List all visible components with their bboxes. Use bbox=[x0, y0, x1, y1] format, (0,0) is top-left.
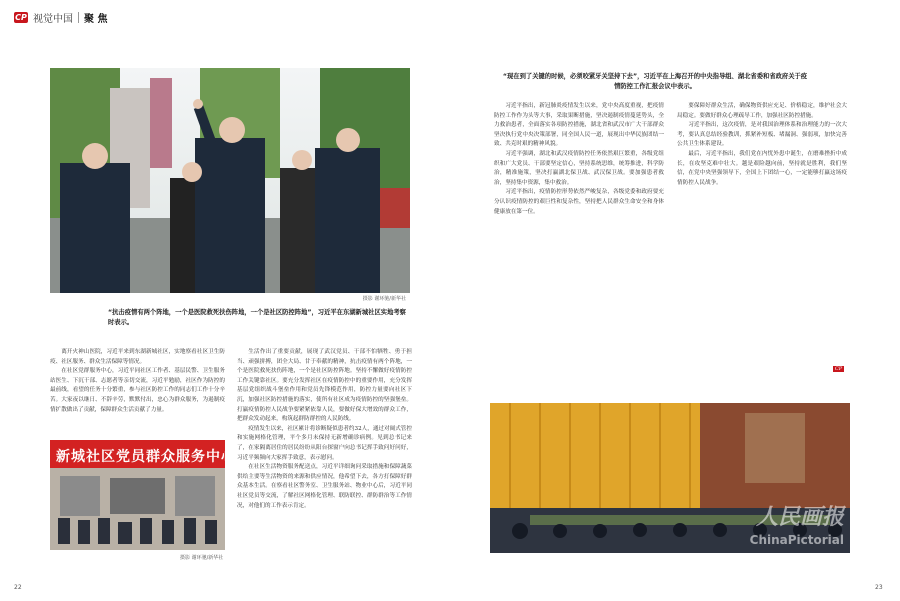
magazine-header bbox=[14, 8, 107, 26]
watermark: 人民画报 bbox=[755, 504, 844, 530]
paragraph: 习近平强调，湖北和武汉疫情防控任务依然艰巨繁重，各级党组织和广大党员、干部要坚定信心，坚持系统思维，统筹推进，科学防治，精准施策，坚决打赢湖北保卫战、武汉保卫战。要加强患者救治，坚持集中资源，集中救治。 bbox=[494, 150, 664, 186]
photo-credit: 摄影 谢环驰/新华社 bbox=[362, 296, 406, 302]
body-column-1 bbox=[50, 348, 225, 415]
magazine-logo-icon: CP bbox=[15, 12, 27, 22]
body-column-3 bbox=[494, 102, 664, 402]
caption-left: “抗击疫情有两个阵地，一个是医院救死扶伤阵地，一个是社区防控阵地”，习近平在东湖新城社区实地考察时表示。 bbox=[108, 309, 406, 326]
paragraph: 最后，习近平指出，我们党在内忧外患中诞生，在磨难挫折中成长，在攻坚克难中壮大。越是艰险越向前，坚持就是胜利，我们坚信，在党中央坚强领导下，全国上下团结一心，一定能够打赢这场疫情防控人民战争。 bbox=[677, 150, 847, 186]
photo-credit: 摄影 谢环驰/新华社 bbox=[180, 555, 224, 561]
paragraph: 习近平指出，疫情防控形势依然严峻复杂，各级党委和政府要充分认识疫情防控的艰巨性和复杂性，坚持把人民群众生命安全和身体健康放在第一位。 bbox=[494, 189, 664, 215]
paragraph: 习近平指出，新冠肺炎疫情发生以来，党中央高度重视，把疫情防控工作作为头等大事，采取果断措施，坚决遏制疫情蔓延势头，全力救治患者，全面落实各项防控措施，湖北省和武汉市广大干部群众坚决执行党中央决策部署，同全国人民一道，展现出中华民族团结一致、共克时艰的精神风貌。 bbox=[494, 103, 664, 148]
banner-text: 新城社区党员群众服务中心 bbox=[56, 449, 236, 465]
watermark-sub: ChinaPictorial bbox=[749, 533, 844, 547]
paragraph: 疫情发生以来，社区累计将诊断疑似患者约32人，通过对阔式管控和实施网格化管理，平个多月未保持无新增确诊病例。见到总书记来了，在家隔离居住的居民纷纷从阳台探窗户向总书记挥手致问好问好，习近平频频向大家挥手致意，表示慰问。 bbox=[237, 425, 412, 461]
header-section: 聚 焦 bbox=[84, 13, 108, 25]
page-number-left: 22 bbox=[14, 584, 22, 591]
paragraph: 离开火神山医院，习近平来到东湖新城社区，实地察看社区卫生防疫、社区服务、群众生活保障等情况。 bbox=[50, 349, 225, 365]
photo-bottom-left bbox=[50, 440, 236, 550]
header-divider bbox=[78, 12, 79, 23]
caption-right: “现在到了关键的时候，必须咬紧牙关坚持下去”，习近平在上海召开的中央指导组、湖北省委和省政府关于疫情防控工作汇报会议中表示。 bbox=[502, 73, 808, 90]
inspection-photo-icon bbox=[50, 68, 410, 293]
paragraph: 习近平指出，这次疫情，是对我国治理体系和治理能力的一次大考，要认真总结经验教训，抓紧补短板、堵漏洞、强弱项，加快完善公共卫生体系建设。 bbox=[677, 122, 847, 148]
page-number-right: 23 bbox=[875, 584, 883, 591]
end-mark-icon: CP bbox=[834, 366, 843, 372]
body-column-4 bbox=[677, 102, 847, 402]
paragraph: 在社区生活物资服务配送点，习近平详细询问采取措施和保障蔬菜供给主要等生活物资的来源和供应情况，他希望下去，各方打保障好群众基本生活。在察看社区警务室、卫生服务站、物业中心后，习近平同社区党员等交流，了解社区网格化管理、联防联控、群防群治等工作情况，对他们的工作表示肯定。 bbox=[237, 464, 412, 509]
paragraph: 在社区党群服务中心，习近平同社区工作者、基层民警、卫生服务站医生、下沉干部、志愿者等亲切交流，习近平勉励，社区作为防控的最前线，看望的任务十分繁重，参与社区防控工作的同志们工作十分辛苦。大家夜以继日、不辞辛劳，默默付出，忠心为群众服务，为遏制疫情扩散做出了贡献，保障群众生活贡献了力量。 bbox=[50, 368, 225, 413]
body-column-2 bbox=[237, 348, 412, 568]
paragraph: 生活作出了重要贡献，展现了武汉党员、干部不怕牺牲、勇于担当、顽强拼搏，团全大局、甘于奉献的精神，抗击疫情有两个阵地，一个是医院救死扶伤阵地，一个是社区防控阵地。坚持不懈做好疫情防控工作关键靠社区。要充分发挥社区在疫情防控中的重要作用，充分发挥基层党组织战斗堡垒作用和党员先锋模范作用，防控力量要向社区下沉，加强社区防控措施的落实，使所有社区成为疫情防控的坚强堡垒。打赢疫情防控人民战争要紧紧依靠人民，要做好保大增效的群众工作，把群众发动起来，构筑起群防群控的人民防线。 bbox=[237, 349, 412, 423]
paragraph: 要保障好群众生活，确保物资供应充足、价格稳定，维护社会大局稳定。要做好群众心理疏导工作，加强社区防控措施。 bbox=[677, 103, 847, 119]
photo-bottom-right bbox=[490, 403, 850, 553]
photo-top-left bbox=[50, 68, 410, 302]
header-brand: 视觉中国 bbox=[33, 13, 73, 25]
